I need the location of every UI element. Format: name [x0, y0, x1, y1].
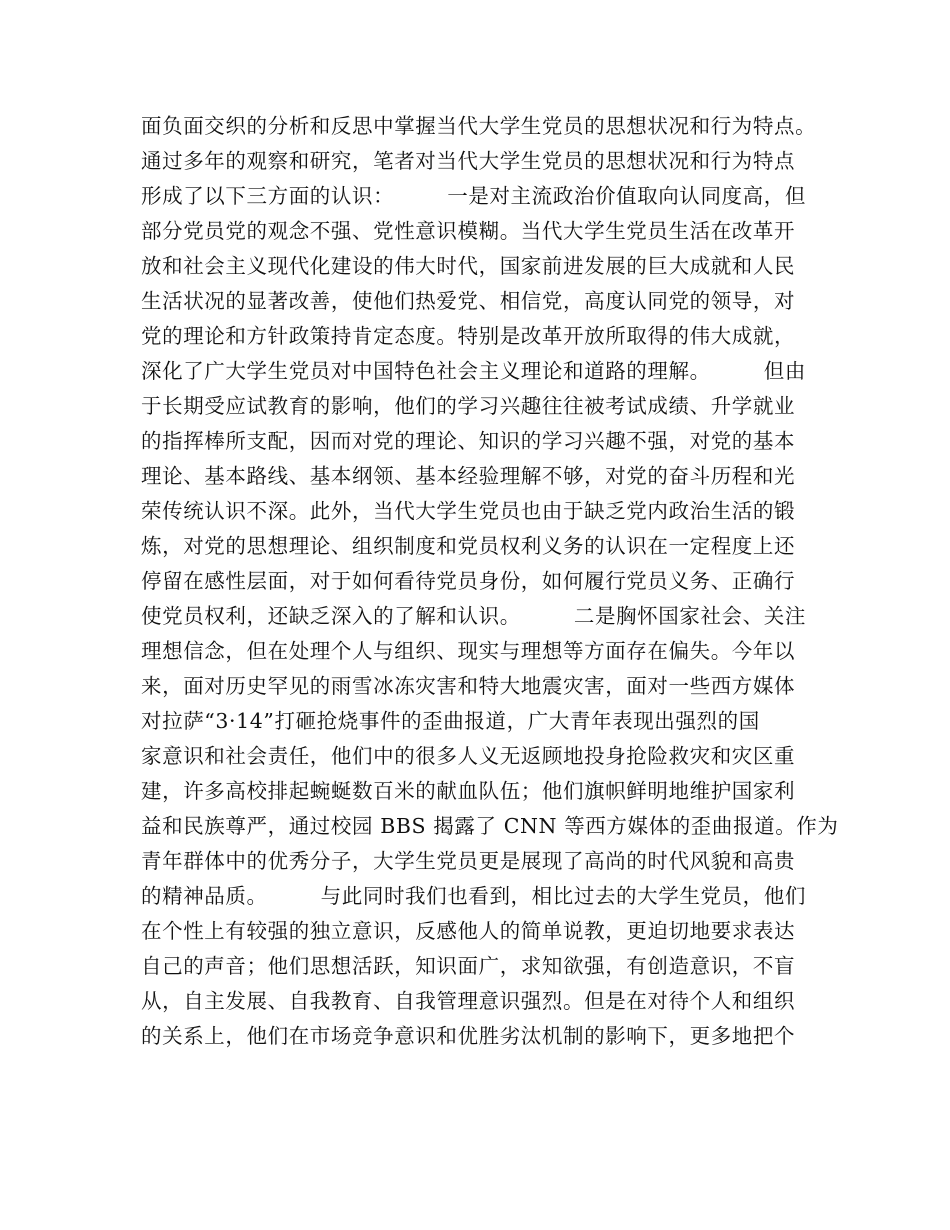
text-line: 来，面对历史罕见的雨雪冰冻灾害和特大地震灾害，面对一些西方媒体 [141, 674, 796, 698]
text-line: 深化了广大学生党员对中国特色社会主义理论和道路的理解。 但由 [141, 359, 806, 383]
text-line: 理想信念，但在处理个人与组织、现实与理想等方面存在偏失。今年以 [141, 639, 796, 663]
text-line: 家意识和社会责任，他们中的很多人义无返顾地投身抢险救灾和灾区重 [141, 744, 796, 768]
text-line: 的精神品质。 与此同时我们也看到，相比过去的大学生党员，他们 [141, 884, 806, 908]
text-line: 荣传统认识不深。此外，当代大学生党员也由于缺乏党内政治生活的锻 [141, 499, 796, 523]
text-line: 形成了以下三方面的认识： 一是对主流政治价值取向认同度高，但 [141, 184, 806, 208]
text-line: 对拉萨“3·14”打砸抢烧事件的歪曲报道，广大青年表现出强烈的国 [141, 709, 760, 733]
text-line: 在个性上有较强的独立意识，反感他人的简单说教，更迫切地要求表达 [141, 919, 796, 943]
text-line: 党的理论和方针政策持肯定态度。特别是改革开放所取得的伟大成就， [141, 324, 796, 348]
text-line: 停留在感性层面，对于如何看待党员身份，如何履行党员义务、正确行 [141, 569, 796, 593]
text-line: 青年群体中的优秀分子，大学生党员更是展现了高尚的时代风貌和高贵 [141, 849, 796, 873]
text-line: 通过多年的观察和研究，笔者对当代大学生党员的思想状况和行为特点 [141, 149, 796, 173]
text-line: 从，自主发展、自我教育、自我管理意识强烈。但是在对待个人和组织 [141, 989, 796, 1013]
text-line: 部分党员党的观念不强、党性意识模糊。当代大学生党员生活在改革开 [141, 219, 796, 243]
text-line: 放和社会主义现代化建设的伟大时代，国家前进发展的巨大成就和人民 [141, 254, 796, 278]
text-line: 面负面交织的分析和反思中掌握当代大学生党员的思想状况和行为特点。 [141, 114, 817, 138]
text-line: 的指挥棒所支配，因而对党的理论、知识的学习兴趣不强，对党的基本 [141, 429, 796, 453]
text-line: 使党员权利，还缺乏深入的了解和认识。 二是胸怀国家社会、关注 [141, 604, 806, 628]
body-text [141, 109, 841, 1054]
text-line: 生活状况的显著改善，使他们热爱党、相信党，高度认同党的领导，对 [141, 289, 796, 313]
text-line: 理论、基本路线、基本纲领、基本经验理解不够，对党的奋斗历程和光 [141, 464, 796, 488]
text-line: 于长期受应试教育的影响，他们的学习兴趣往往被考试成绩、升学就业 [141, 394, 796, 418]
text-line: 自己的声音；他们思想活跃，知识面广，求知欲强，有创造意识，不盲 [141, 954, 796, 978]
text-line: 益和民族尊严，通过校园 BBS 揭露了 CNN 等西方媒体的歪曲报道。作为 [141, 814, 839, 838]
text-line: 的关系上，他们在市场竞争意识和优胜劣汰机制的影响下，更多地把个 [141, 1024, 796, 1048]
text-line: 炼，对党的思想理论、组织制度和党员权利义务的认识在一定程度上还 [141, 534, 796, 558]
text-line: 建，许多高校排起蜿蜒数百米的献血队伍；他们旗帜鲜明地维护国家利 [141, 779, 796, 803]
